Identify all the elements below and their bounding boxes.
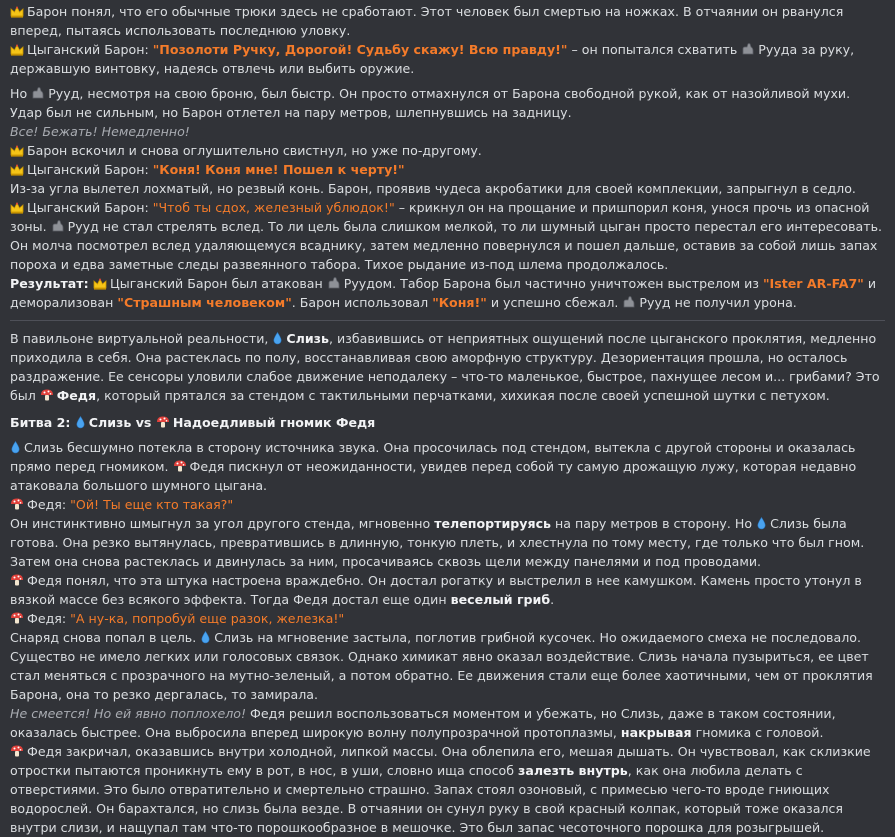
text: В павильоне виртуальной реальности, xyxy=(10,331,273,346)
text: Федя решил воспользоваться моментом и убежать, но Слизь, даже в таком состоянии, оказалась быстрее. Она выбросила вперед широкую волну полупрозрачной протоплазмы, xyxy=(10,706,836,740)
paragraph xyxy=(10,160,885,179)
quote: "Коня!" xyxy=(432,295,487,310)
quote: "А ну-ка, попробуй еще разок, железка!" xyxy=(70,611,345,626)
quote: "Чтоб ты сдох, железный ублюдок!" xyxy=(152,200,395,215)
quote: "Коня! Коня мне! Пошел к черту!" xyxy=(152,162,405,177)
crown-icon xyxy=(10,202,24,214)
text: Слизь vs xyxy=(88,415,156,430)
paragraph xyxy=(10,628,885,704)
text: Рууд не стал стрелять вслед. То ли цель была слишком мелкой, то ли шумный цыган просто перестал его интересовать. Он молча посмотрел вслед удаляющемуся всаднику, затем медленно повернулся и пошел дальше, оставив за собой лишь запах пороха и едва заметные следы развеянного табора. Тихое рыдание из-под шлема продолжалось. xyxy=(10,219,882,272)
crown-icon xyxy=(93,278,107,290)
speaker: Федя: xyxy=(27,611,71,626)
paragraph xyxy=(10,704,885,742)
text: Он инстинктивно шмыгнул за угол другого стенда, мгновенно xyxy=(10,516,435,531)
text: – он попытался схватить xyxy=(567,42,742,57)
text: Федя понял, что эта штука настроена враждебно. Он достал рогатку и выстрелил в нее камушком. Камень просто утонул в вязкой массе без всякого эффекта. Тогда Федя достал еще один xyxy=(10,573,862,607)
mushroom-icon xyxy=(10,744,24,758)
quote: "Ister AR-FA7" xyxy=(763,276,864,291)
speaker: Цыганский Барон: xyxy=(27,42,153,57)
flexed-arm-icon xyxy=(51,219,65,233)
text: , избавившись от неприятных ощущений после цыганского проклятия, медленно приходила в себя. Она растеклась по полу, восстанавливая свою аморфную структуру. Дезориентация прошла, но осталось раздражение. Ее сенсоры уловили слабое движение неподалеку – что-то маленькое, быстрое, пахнущее лесом и... грибами? Это был xyxy=(10,331,880,403)
crown-icon xyxy=(10,6,24,18)
mushroom-icon xyxy=(10,573,24,587)
paragraph xyxy=(10,84,885,122)
text: на пару метров в сторону. Но xyxy=(551,516,757,531)
paragraph xyxy=(10,742,885,837)
paragraph xyxy=(10,514,885,571)
crown-icon xyxy=(10,164,24,176)
droplet-icon xyxy=(756,516,767,530)
droplet-icon xyxy=(75,415,86,429)
flexed-arm-icon xyxy=(741,42,755,56)
flexed-arm-icon xyxy=(327,276,341,290)
text: . Барон использовал xyxy=(291,295,433,310)
battle-heading xyxy=(10,413,885,432)
mushroom-icon xyxy=(156,415,170,429)
text: Цыганский Барон был атакован xyxy=(110,276,327,291)
text: Федя пискнул от неожиданности, увидев перед собой ту самую дрожащую лужу, которая недавно атаковала большого шумного цыгана. xyxy=(10,459,857,493)
droplet-icon xyxy=(10,440,21,454)
paragraph: Из-за угла вылетел лохматый, но резвый конь. Барон, проявив чудеса акробатики для своей комплекции, запрыгнул в седло. xyxy=(10,181,856,196)
fedya-name: Федя xyxy=(56,388,97,403)
mushroom-icon xyxy=(10,497,24,511)
italic-text: Не смеется! Но ей явно поплохело! xyxy=(10,706,247,721)
text: и деморализован xyxy=(10,276,877,310)
speaker: Цыганский Барон: xyxy=(27,162,153,177)
paragraph xyxy=(10,609,885,628)
bold-text: веселый гриб xyxy=(450,592,551,607)
text: , который прятался за стендом с тактильными перчатками, хихикая после своей успешной шутки с петухом. xyxy=(96,388,830,403)
text: гномика с головой. xyxy=(691,725,824,740)
mushroom-icon xyxy=(40,388,54,402)
text: Барон вскочил и снова оглушительно свистнул, но уже по-другому. xyxy=(27,143,482,158)
text: Слизь на мгновение застыла, поглотив грибной кусочек. Но ожидаемого смеха не последовало. Существо не имело легких или голосовых связок. Однако химикат явно оказал воздействие. Слизь начала пузыриться, ее цвет стал меняться с прозрачного на мутно-зеленый, а потом обратно. Ее движения стали еще более хаотичными, чем от проклятия Барона, она то резко дергалась, то замирала. xyxy=(10,630,873,702)
text: Рууд не получил урона. xyxy=(639,295,797,310)
paragraph xyxy=(10,2,885,40)
paragraph xyxy=(10,40,885,78)
mushroom-icon xyxy=(173,459,187,473)
bold-text: накрывая xyxy=(620,725,692,740)
text: Рууд, несмотря на свою броню, был быстр. Он просто отмахнулся от Барона свободной рукой, как от назойливой мухи. Удар был не сильным, но Барон отлетел на пару метров, шлепнувшись на задницу. xyxy=(10,86,851,120)
droplet-icon xyxy=(200,630,211,644)
text: Руудом. Табор Барона был частично уничтожен выстрелом из xyxy=(343,276,763,291)
quote: "Позолоти Ручку, Дорогой! Судьбу скажу! Всю правду!" xyxy=(152,42,568,57)
text: Барон понял, что его обычные трюки здесь не сработают. Этот человек был смертью на ножках. В отчаянии он рванулся вперед, пытаясь использовать последнюю уловку. xyxy=(10,4,844,38)
paragraph xyxy=(10,438,885,495)
text: – крикнул он на прощание и пришпорил коня, унося прочь из опасной зоны. xyxy=(10,200,870,234)
text: Слизь была готова. Она резко вытянулась, превратившись в длинную, тонкую плеть, и хлестнула по тому месту, где только что был гном. Затем она снова растеклась и двинулась за ним, просачиваясь сквозь щели между панелями и под проводами. xyxy=(10,516,865,569)
text: Но xyxy=(10,86,32,101)
paragraph xyxy=(10,495,885,514)
text: и успешно сбежал. xyxy=(486,295,623,310)
text: Слизь бесшумно потекла в сторону источника звука. Она просочилась под стендом, вытекла с другой стороны и оказалась прямо перед гномиком. xyxy=(10,440,856,474)
droplet-icon xyxy=(272,331,283,345)
italic-text: Все! Бежать! Немедленно! xyxy=(10,124,190,139)
paragraph xyxy=(10,571,885,609)
paragraph xyxy=(10,198,885,274)
text: , как она любила делать с отверстиями. Это было отвратительно и смертельно страшно. Запах стоял озоновый, с примесью чего-то вроде гниющих водорослей. Он барахтался, но слизь была везде. В отчаянии он сунул руку в свой красный колпак, который тоже оказался внутри слизи, и нащупал там что-то порошкообразное в мешочке. Это был запас чесоточного порошка для розыгрышей. xyxy=(10,763,843,835)
text: Снаряд снова попал в цель. xyxy=(10,630,201,645)
paragraph xyxy=(10,329,885,405)
text: . xyxy=(550,592,555,607)
crown-icon xyxy=(10,44,24,56)
text: Надоедливый гномик Федя xyxy=(172,415,376,430)
flexed-arm-icon xyxy=(31,86,45,100)
result-paragraph xyxy=(10,274,885,312)
speaker: Федя: xyxy=(27,497,71,512)
mushroom-icon xyxy=(10,611,24,625)
quote: "Страшным человеком" xyxy=(117,295,292,310)
bold-text: залезть внутрь xyxy=(518,763,628,778)
quote: "Ой! Ты еще кто такая?" xyxy=(70,497,234,512)
text: Рууда за руку, державшую винтовку, надеясь отвлечь или выбить оружие. xyxy=(10,42,855,76)
result-label: Результат: xyxy=(10,276,94,291)
bold-text: телепортируясь xyxy=(434,516,552,531)
flexed-arm-icon xyxy=(622,295,636,309)
slime-name: Слизь xyxy=(286,331,329,346)
crown-icon xyxy=(10,145,24,157)
paragraph xyxy=(10,141,885,160)
text: Федя закричал, оказавшись внутри холодной, липкой массы. Она облепила его, мешая дышать. Он чувствовал, как склизкие отростки пытаются проникнуть ему в рот, в нос, в уши, словно ища способ xyxy=(10,744,871,778)
speaker: Цыганский Барон: xyxy=(27,200,153,215)
divider xyxy=(10,320,885,321)
text: Битва 2: xyxy=(10,415,75,430)
